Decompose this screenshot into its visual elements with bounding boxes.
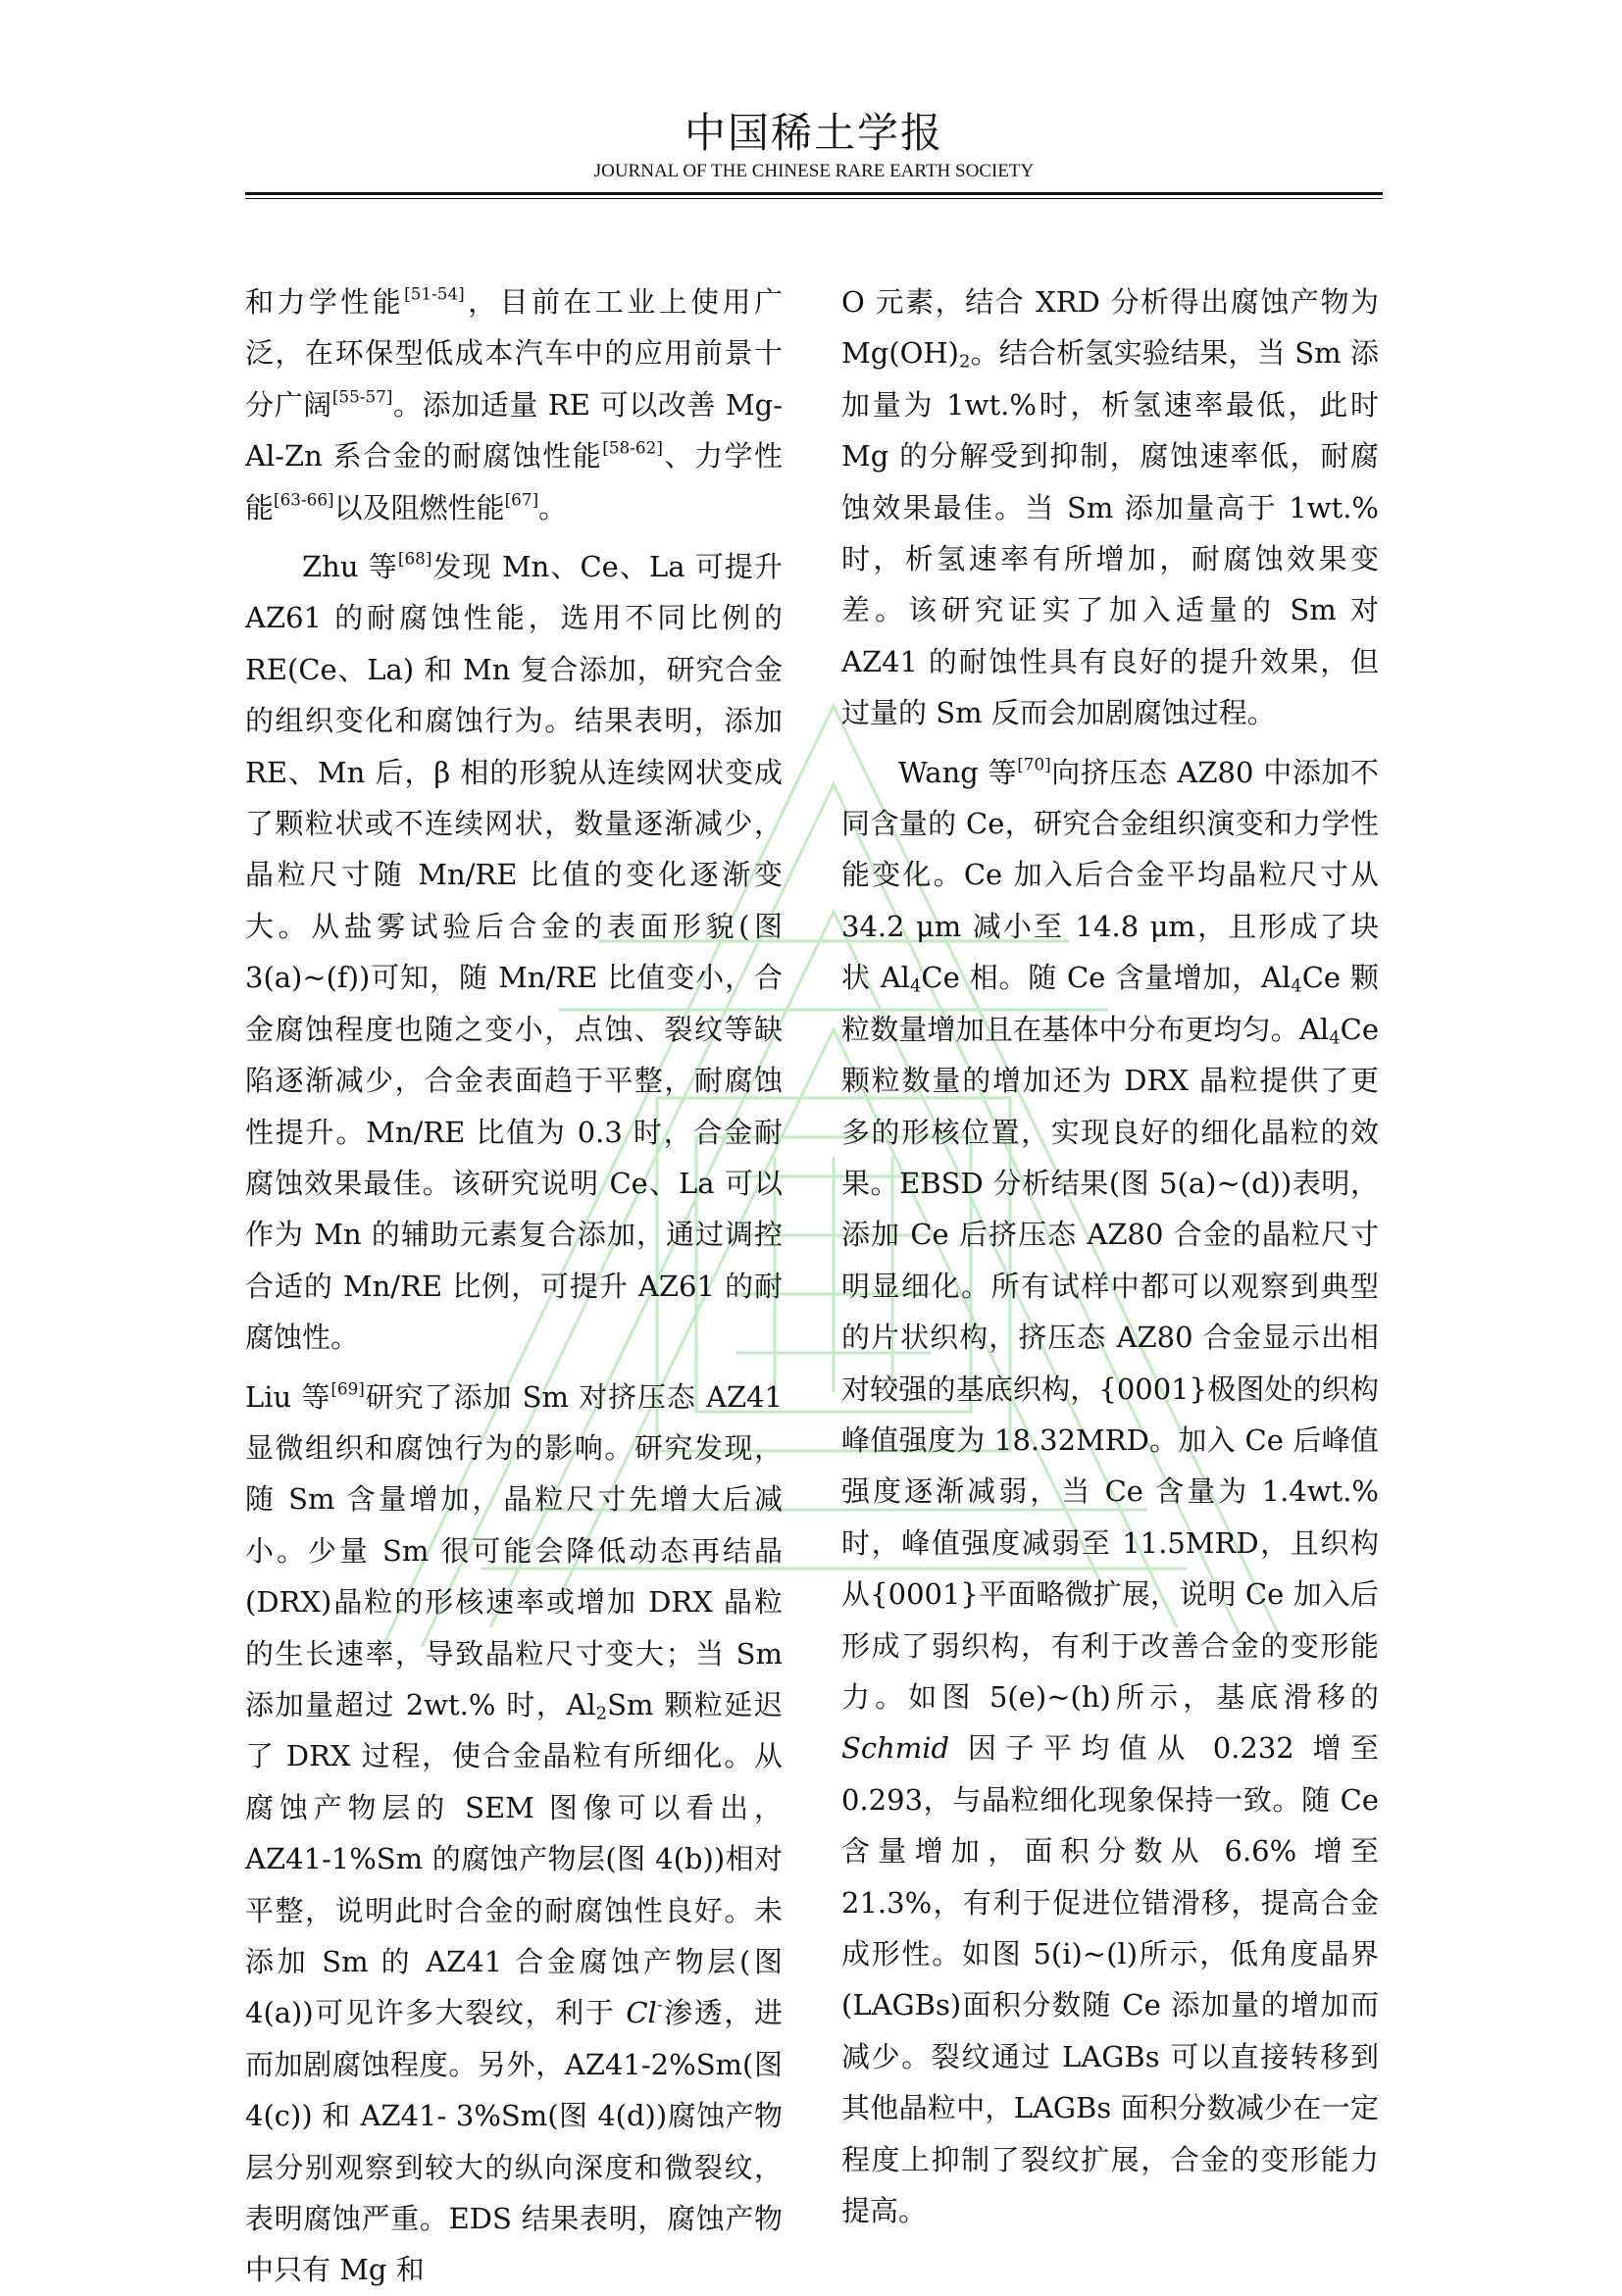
superscript: [63-66] xyxy=(274,489,334,510)
text-run: ，目前在工业上使用广泛，在环保型低成本汽车中的应用前景十分广阔 xyxy=(245,285,783,422)
paragraph xyxy=(245,276,783,533)
text-run: Cl xyxy=(626,1996,657,2030)
superscript: - xyxy=(656,1994,663,2015)
text-run: Ce 颗粒数量的增加还为 DRX 晶粒提供了更多的形核位置，实现良好的细化晶粒的效果。EBSD 分析结果(图 5(a)~(d))表明，添加 Ce 后挤压态 AZ80 合金的晶粒尺寸明显细化。所有试样中都可以观察到典型的片状织构，挤压态 AZ80 合金显示出相对较强的基底织构，{0001}极图处的织构峰值强度为 18.32MRD。加入 Ce 后峰值强度逐渐减弱，当 Ce 含量为 1.4wt.% 时，峰值强度减弱至 11.5MRD，且织构从{0001}平面略微扩展，说明 Ce 加入后形成了弱织构，有利于改善合金的变形能力。如图 5(e)~(h)所示，基底滑移的 xyxy=(841,1012,1379,1714)
text-run: Schmid xyxy=(841,1731,950,1766)
subscript: 4 xyxy=(1291,975,1302,997)
text-run: Ce 颗粒数量增加且在基体中分布更均匀。Al xyxy=(841,961,1380,1046)
subscript: 4 xyxy=(1329,1027,1341,1049)
text-run: O 元素，结合 XRD 分析得出腐蚀产物为 Mg(OH) xyxy=(841,285,1379,371)
text-run: Sm 颗粒延迟了 DRX 过程，使合金晶粒有所细化。从腐蚀产物层的 SEM 图像可以看出，AZ41-1%Sm 的腐蚀产物层(图 4(b))相对平整，说明此时合金的耐腐蚀性良好。未添加 Sm 的 AZ41 合金腐蚀产物层(图 4(a))可见许多大裂纹，利于 xyxy=(245,1687,783,2030)
superscript: [58-62] xyxy=(602,437,663,458)
paragraph xyxy=(245,1372,783,2296)
text-run: 和力学性能 xyxy=(245,285,405,319)
text-run: 研究了添加 Sm 对挤压态 AZ41 显微组织和腐蚀行为的影响。研究发现，随 Sm 含量增加，晶粒尺寸先增大后减小。少量 Sm 很可能会降低动态再结晶(DRX)晶粒的形核速率或增加 DRX 晶粒的生长速率，导致晶粒尺寸变大；当 Sm 添加量超过 2wt.% 时，Al xyxy=(245,1379,784,1722)
text-run: Zhu 等 xyxy=(302,550,398,584)
header-rule-thick xyxy=(245,192,1383,195)
superscript: [67] xyxy=(504,489,539,510)
superscript: [55-57] xyxy=(331,386,393,407)
text-run: 因子平均值从 0.232 增至 0.293，与晶粒细化现象保持一致。随 Ce 含量增加，面积分数从 6.6% 增至 21.3%，有利于促进位错滑移，提高合金成形性。如图 5(i)~(l)所示，低角度晶界(LAGBs)面积分数随 Ce 添加量的增加而减少。裂纹通过 LAGBs 可以直接转移到其他晶粒中，LAGBs 面积分数减少在一定程度上抑制了裂纹扩展，合金的变形能力提高。 xyxy=(841,1731,1379,2228)
superscript: [51-54] xyxy=(404,283,465,304)
text-run: 以及阻燃性能 xyxy=(333,490,505,524)
right-column xyxy=(841,276,1379,2236)
header-rule-thin xyxy=(245,198,1383,199)
text-run: 渗透，进而加剧腐蚀程度。另外，AZ41-2%Sm(图 4(c)) 和 AZ41- 3%Sm(图 4(d))腐蚀产物层分别观察到较大的纵向深度和微裂纹，表明腐蚀严重。EDS 结果表明，腐蚀产物中只有 Mg 和 xyxy=(245,1996,783,2287)
superscript: [68] xyxy=(397,548,432,569)
subscript: 2 xyxy=(958,351,971,373)
journal-subtitle: JOURNAL OF THE CHINESE RARE EARTH SOCIETY xyxy=(593,161,1035,181)
text-run: 。 xyxy=(538,490,568,524)
text-run: 向挤压态 AZ80 中添加不同含量的 Ce，研究合金组织演变和力学性能变化。Ce 加入后合金平均晶粒尺寸从 34.2 μm 减小至 14.8 μm，且形成了块状 Al xyxy=(841,755,1379,995)
paragraph xyxy=(841,276,1379,739)
text-run: 。结合析氢实验结果，当 Sm 添加量为 1wt.%时，析氢速率最低，此时 Mg 的分解受到抑制，腐蚀速率低，耐腐蚀效果最佳。当 Sm 添加量高于 1wt.%时，析氢速率有所增加，耐腐蚀效果变差。该研究证实了加入适量的 Sm 对 AZ41 的耐蚀性具有良好的提升效果，但过量的 Sm 反而会加剧腐蚀过程。 xyxy=(841,336,1379,730)
paragraph xyxy=(245,541,783,1364)
left-column xyxy=(245,276,783,2296)
text-run: Wang 等 xyxy=(898,755,1018,789)
paragraph xyxy=(841,747,1379,2237)
journal-title: 中国稀土学报 xyxy=(684,109,943,157)
text-run: 、力学性能 xyxy=(245,439,783,524)
text-run: 发现 Mn、Ce、La 可提升 AZ61 的耐腐蚀性能，选用不同比例的 RE(Ce、La) 和 Mn 复合添加，研究合金的组织变化和腐蚀行为。结果表明，添加 RE、Mn 后，β 相的形貌从连续网状变成了颗粒状或不连续网状，数量逐渐减少，晶粒尺寸随 Mn/RE 比值的变化逐渐变大。从盐雾试验后合金的表面形貌(图 3(a)~(f))可知，随 Mn/RE 比值变小，合金腐蚀程度也随之变小，点蚀、裂纹等缺陷逐渐减少，合金表面趋于平整，耐腐蚀性提升。Mn/RE 比值为 0.3 时，合金耐腐蚀效果最佳。该研究说明 Ce、La 可以作为 Mn 的辅助元素复合添加，通过调控合适的 Mn/RE 比例，可提升 AZ61 的耐腐蚀性。 xyxy=(245,550,783,1355)
text-run: Ce 相。随 Ce 含量增加，Al xyxy=(921,961,1292,995)
subscript: 4 xyxy=(909,975,922,997)
subscript: 2 xyxy=(595,1703,608,1724)
text-run: Liu 等 xyxy=(245,1379,331,1414)
text-run: 。添加适量 RE 可以改善 Mg-Al-Zn 系合金的耐腐蚀性能 xyxy=(245,387,783,474)
journal-header xyxy=(245,108,1383,182)
superscript: [69] xyxy=(330,1377,365,1398)
superscript: [70] xyxy=(1017,754,1051,774)
